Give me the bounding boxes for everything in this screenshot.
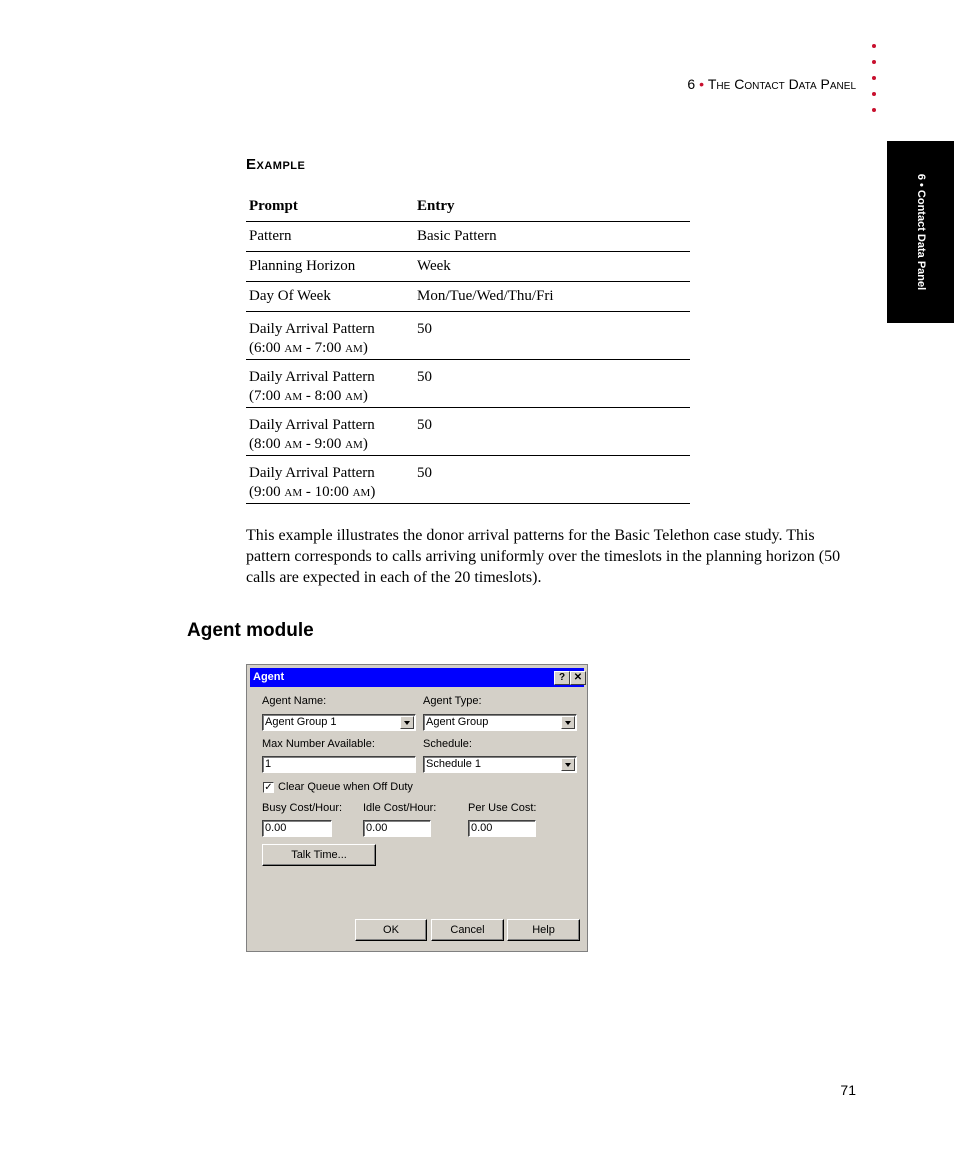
chapter-title: The Contact Data Panel: [707, 76, 856, 92]
table-row: [246, 282, 690, 312]
column-header-entry: Entry: [417, 197, 455, 214]
example-table: [246, 191, 690, 504]
idle-cost-label: Idle Cost/Hour:: [363, 802, 437, 814]
dialog-title: Agent: [253, 671, 285, 683]
agent-type-value: Agent Group: [426, 716, 489, 728]
help-button[interactable]: Help: [507, 919, 580, 941]
agent-type-label: Agent Type:: [423, 695, 482, 707]
row-prompt: Daily Arrival Pattern (8:00 am - 9:00 am): [249, 417, 375, 452]
row-prompt: Daily Arrival Pattern (9:00 am - 10:00 am): [249, 465, 376, 500]
table-row: [246, 360, 690, 408]
busy-cost-input[interactable]: 0.00: [262, 820, 332, 837]
row-entry: Basic Pattern: [417, 228, 497, 244]
ok-button[interactable]: OK: [355, 919, 427, 941]
row-prompt: Pattern: [249, 228, 292, 244]
clear-queue-label: Clear Queue when Off Duty: [278, 781, 413, 793]
schedule-value: Schedule 1: [426, 758, 482, 770]
schedule-label: Schedule:: [423, 738, 472, 750]
running-head: [687, 76, 856, 92]
chevron-down-icon[interactable]: [400, 716, 414, 729]
row-prompt: Daily Arrival Pattern (7:00 am - 8:00 am): [249, 369, 375, 404]
table-row: [246, 252, 690, 282]
row-prompt: Planning Horizon: [249, 258, 356, 274]
max-number-label: Max Number Available:: [262, 738, 375, 750]
table-header: [246, 191, 690, 222]
schedule-select[interactable]: [423, 756, 577, 773]
help-icon[interactable]: ?: [554, 671, 570, 685]
example-heading: Example: [246, 156, 306, 173]
agent-name-value: Agent Group 1: [265, 716, 337, 728]
row-prompt: Daily Arrival Pattern (6:00 am - 7:00 am): [249, 321, 375, 356]
chevron-down-icon[interactable]: [561, 716, 575, 729]
chapter-number: 6: [687, 76, 696, 92]
body-paragraph: This example illustrates the donor arrival patterns for the Basic Telethon case study. This pattern corresponds to calls arriving uniformly over the timeslots in the planning horizon (50 calls are expected in each of the 20 timeslots).: [246, 527, 841, 586]
clear-queue-checkbox[interactable]: ✓: [264, 782, 273, 793]
agent-dialog: [246, 664, 588, 952]
row-entry: 50: [417, 465, 432, 481]
table-row: [246, 312, 690, 360]
row-entry: 50: [417, 369, 432, 385]
table-row: [246, 456, 690, 504]
agent-module-heading: Agent module: [187, 620, 314, 641]
dialog-titlebar: [250, 668, 584, 687]
side-tab: [887, 141, 954, 323]
side-tab-label: 6 • Contact Data Panel: [914, 173, 927, 291]
margin-dots: [872, 44, 880, 124]
column-header-prompt: Prompt: [249, 197, 298, 214]
table-row: [246, 408, 690, 456]
busy-cost-label: Busy Cost/Hour:: [262, 802, 343, 814]
idle-cost-input[interactable]: 0.00: [363, 820, 431, 837]
row-entry: Week: [417, 258, 451, 274]
agent-name-select[interactable]: [262, 714, 416, 731]
cancel-button[interactable]: Cancel: [431, 919, 504, 941]
close-icon[interactable]: ✕: [570, 671, 586, 685]
per-use-cost-label: Per Use Cost:: [468, 802, 537, 814]
talk-time-button[interactable]: Talk Time...: [262, 844, 376, 866]
max-number-input[interactable]: 1: [262, 756, 416, 773]
per-use-cost-input[interactable]: 0.00: [468, 820, 536, 837]
agent-type-select[interactable]: [423, 714, 577, 731]
page-number: 71: [840, 1082, 856, 1098]
header-bullet: •: [699, 76, 704, 92]
table-row: [246, 222, 690, 252]
row-entry: Mon/Tue/Wed/Thu/Fri: [417, 288, 554, 304]
row-entry: 50: [417, 417, 432, 433]
row-entry: 50: [417, 321, 432, 337]
agent-name-label: Agent Name:: [262, 695, 327, 707]
chevron-down-icon[interactable]: [561, 758, 575, 771]
row-prompt: Day Of Week: [249, 288, 331, 304]
